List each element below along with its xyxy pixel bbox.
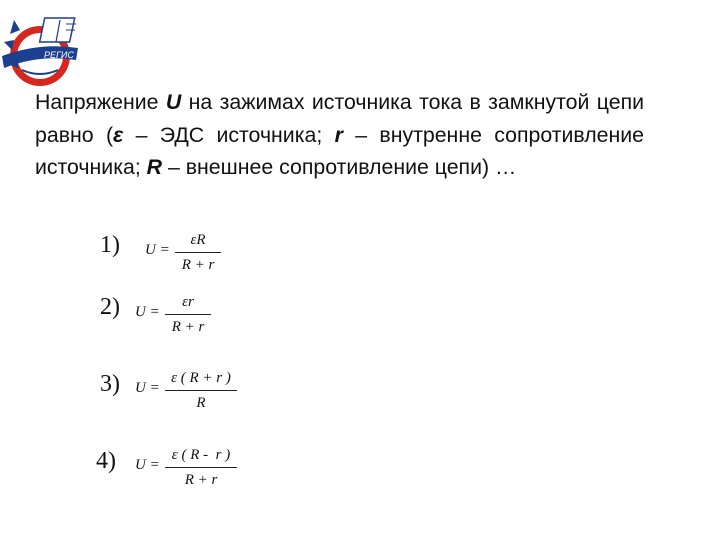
formula-fraction (165, 294, 211, 336)
university-logo (0, 12, 86, 92)
symbol-r: r (334, 122, 343, 147)
formula-lhs: U = (145, 242, 170, 258)
formula-denominator: R + r (184, 472, 218, 488)
formula-denominator: R + r (171, 319, 205, 335)
formula-fraction (175, 232, 221, 274)
formula-numerator: ε ( R + r ) (171, 370, 231, 386)
formula-fraction (165, 370, 237, 412)
question-part: – ЭДС источника; (123, 122, 335, 147)
formula-numerator: εR (190, 232, 206, 248)
option-2-number[interactable]: 2) (100, 294, 120, 320)
formula-numerator: εr (182, 294, 194, 310)
formula-denominator: R (196, 395, 206, 411)
fraction-bar (165, 390, 237, 391)
question-part: – внешнее сопротивление цепи) … (162, 155, 517, 179)
formula-numerator: ε ( R - r ) (171, 447, 231, 463)
question-part: Напряжение (35, 90, 159, 114)
question-part: – внутренне сопротивление источника; (35, 122, 644, 179)
formula-lhs: U = (135, 304, 160, 320)
formula-fraction (165, 447, 237, 489)
option-3-formula[interactable] (135, 370, 265, 414)
formula-lhs: U = (135, 457, 160, 473)
symbol-epsilon: ε (113, 122, 124, 147)
option-2-formula[interactable] (135, 294, 255, 334)
fraction-bar (165, 467, 237, 468)
symbol-U: U (165, 90, 182, 114)
option-1-number[interactable]: 1) (100, 232, 120, 258)
fraction-bar (165, 314, 211, 315)
option-4-number[interactable]: 4) (96, 448, 116, 474)
formula-lhs: U = (135, 380, 160, 396)
question-part: на зажимах источника тока в замкнутой цепи равно ( (35, 90, 645, 147)
question-text (35, 86, 644, 184)
symbol-R: R (146, 155, 163, 179)
formula-denominator: R + r (181, 257, 215, 273)
fraction-bar (175, 252, 221, 253)
option-1-formula[interactable] (145, 232, 265, 272)
logo-text: РЕГИС (44, 50, 74, 60)
option-3-number[interactable]: 3) (100, 371, 120, 397)
option-4-formula[interactable] (135, 447, 265, 491)
